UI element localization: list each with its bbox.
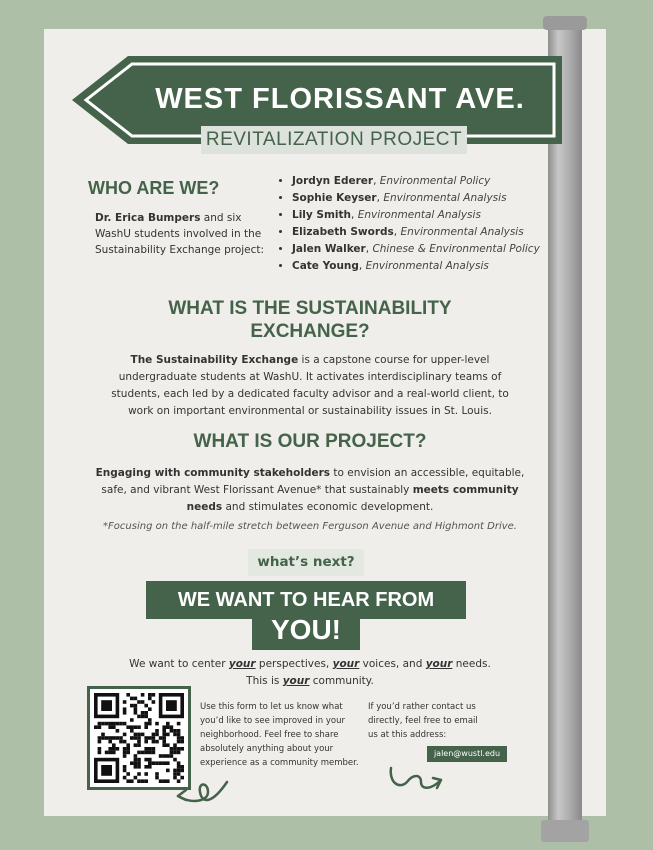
statement-emphasis: your [282, 675, 310, 687]
member-field: Environmental Analysis [365, 260, 489, 272]
project-footnote: *Focusing on the half-mile stretch between Ferguson Avenue and Highmont Drive. [103, 521, 517, 532]
member-name: Jalen Walker [292, 243, 366, 255]
member-field: Environmental Policy [379, 175, 491, 187]
exchange-body [100, 352, 520, 420]
poster-title: WEST FLORISSANT AVE. [155, 83, 525, 115]
sign-pole-base [541, 820, 589, 842]
member-name: Lily Smith [292, 209, 351, 221]
list-item: • Lily Smith, Environmental Analysis [292, 207, 540, 224]
statement-text: voices, and [359, 658, 426, 670]
member-name: Cate Young [292, 260, 359, 272]
project-text-2: and stimulates economic development. [222, 501, 434, 513]
sign-pole-cap [543, 16, 587, 30]
exchange-bold: The Sustainability Exchange [130, 354, 299, 366]
hear-from-heading: WE WANT TO HEAR FROM [146, 581, 466, 619]
who-description [95, 210, 270, 258]
statement-text: This is [246, 675, 283, 687]
statement-text: perspectives, [255, 658, 333, 670]
list-item: • Cate Young, Environmental Analysis [292, 258, 540, 275]
email-link[interactable]: jalen@wustl.edu [427, 746, 507, 762]
who-lead-name: Dr. Erica Bumpers [95, 212, 201, 224]
member-field: Chinese & Environmental Policy [372, 243, 540, 255]
list-item: • Elizabeth Swords, Environmental Analysis [292, 224, 540, 241]
statement-emphasis: your [425, 658, 453, 670]
member-field: Environmental Analysis [400, 226, 524, 238]
whats-next-label: what’s next? [248, 549, 364, 576]
project-body [92, 465, 528, 516]
member-name: Elizabeth Swords [292, 226, 394, 238]
curly-arrow-icon [385, 764, 445, 794]
statement-text: We want to center [129, 658, 229, 670]
contact-instructions: If you’d rather contact us directly, feel free to email us at this address: [368, 702, 478, 740]
list-item: • Jalen Walker, Chinese & Environmental Policy [292, 241, 540, 258]
exchange-text: is a capstone course for upper-level undergraduate students at WashU. It activates interdisciplinary teams of students, each led by a dedicated faculty advisor and a real-world client, to work on important environmental or sustainability issues in St. Louis. [111, 354, 509, 417]
project-bold-2: meets community needs [186, 484, 519, 513]
you-heading: YOU! [252, 612, 360, 650]
list-item: • Sophie Keyser, Environmental Analysis [292, 190, 540, 207]
statement-emphasis: your [332, 658, 360, 670]
form-instructions: Use this form to let us know what you’d like to see improved in your neighborhood. Feel free to share absolutely anything about your experience as a community member. [200, 702, 359, 768]
member-name: Sophie Keyser [292, 192, 377, 204]
qr-code-graphic [94, 693, 184, 783]
statement-emphasis: your [228, 658, 256, 670]
member-field: Environmental Analysis [383, 192, 507, 204]
poster-subtitle: REVITALIZATION PROJECT [201, 126, 467, 154]
statement-text: community. [309, 675, 374, 687]
qr-code-icon[interactable] [87, 686, 191, 790]
list-item: • Jordyn Ederer, Environmental Policy [292, 173, 540, 190]
who-heading: WHO ARE WE? [88, 178, 220, 198]
project-text-1: to envision an accessible, equitable, safe, and vibrant West Florissant Avenue* that sustainably [101, 467, 525, 496]
project-bold-1: Engaging with community stakeholders [95, 467, 331, 479]
curly-arrow-icon [172, 776, 232, 806]
member-field: Environmental Analysis [357, 209, 481, 221]
who-lead-text: and six WashU students involved in the Sustainability Exchange project: [95, 212, 265, 256]
member-name: Jordyn Ederer [292, 175, 374, 187]
exchange-heading: WHAT IS THE SUSTAINABILITY EXCHANGE? [168, 298, 452, 342]
center-statement [100, 656, 520, 690]
statement-text: needs. [452, 658, 491, 670]
project-heading: WHAT IS OUR PROJECT? [193, 431, 427, 452]
member-list [278, 173, 540, 275]
